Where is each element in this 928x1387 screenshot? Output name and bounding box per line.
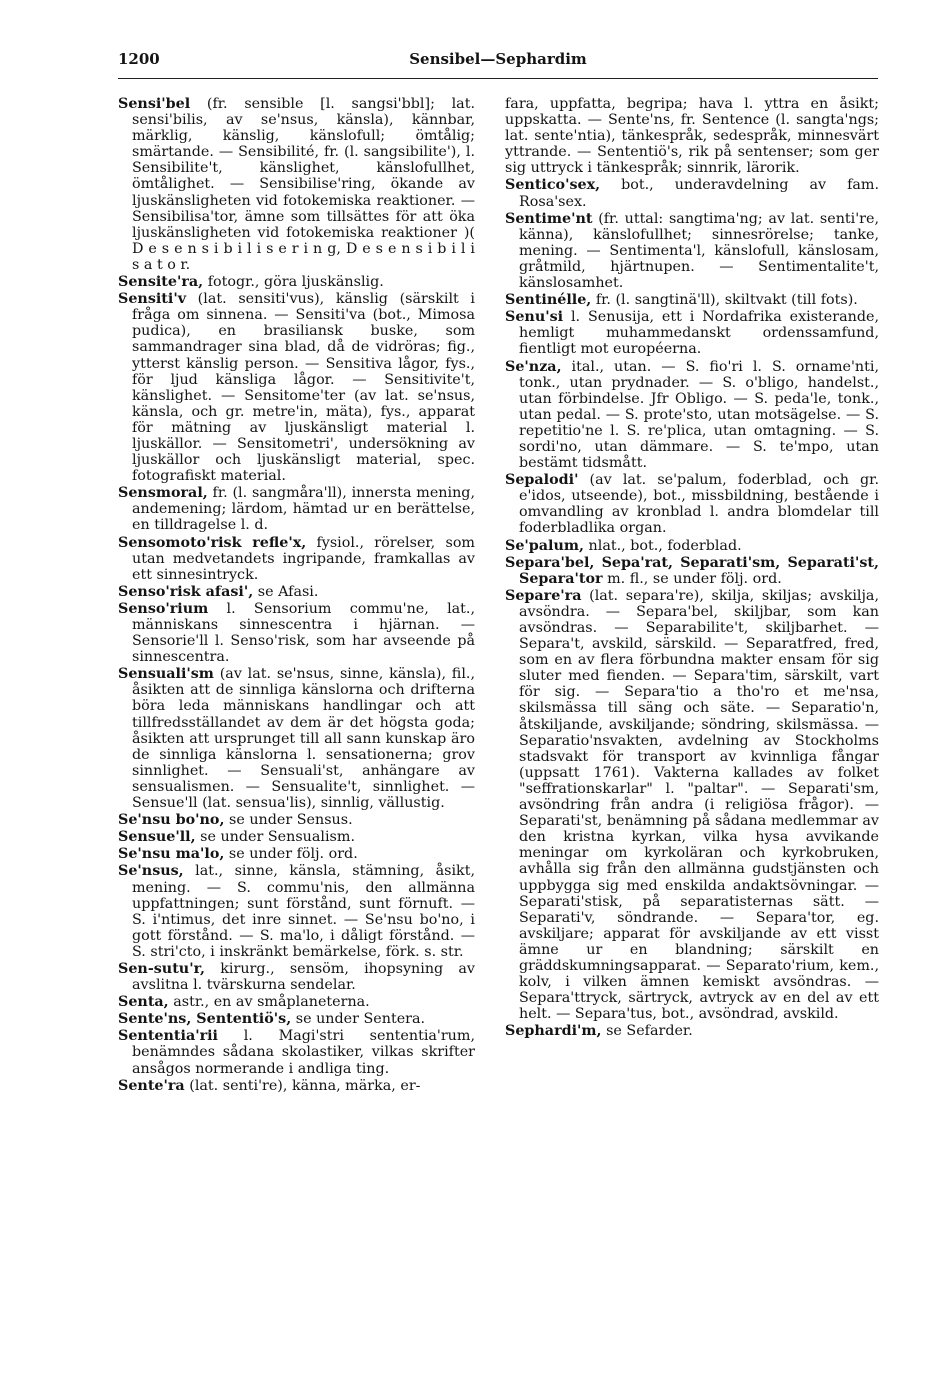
entry-definition: fysiol., rörelser, som utan medvetandets ingripande, framkallas av ett sinnesintryck. <box>132 534 475 583</box>
entry-definition: (lat. separa're), skilja, skiljas; avskilja, avsöndra. — Separa'bel, skiljbar, som kan avsöndras. — Separabilite't, skiljbarhet. — Separa't, avskild, särskild. — Separatfred, fred, som en av flera förbundna makter ensam för sig sluter med fienden. — Separa'tim, särskilt, vart för sig. — Separa'tio a tho'ro et me'nsa, skilsmässa till säng och säte. — Separatio'n, åtskiljande, avskiljande; söndring, skilsmässa. — Separatio'nsvakten, avdelning av Stockholms stadsvakt för transport av kvinnliga fångar (uppsatt 1761). Vakterna kallades av folket "seffrationskarlar" l. "paltar". — Separati'sm, avsöndring från andra (i religiösa frågor). — Separati'st, benämning på sådana medlemmar av den kristna kyrkan, vilka hysa avvikande meningar om kyrkoläran och kyrkobruken, avhålla sig från den allmänna gudstjänsten och uppbygga sig med enskilda andaktsövningar. — Separati'stisk, på separatisternas sätt. — Separati'v, söndrande. — Separa'tor, eg. avskiljare; apparat för avskiljande av ett visst ämne ur en blandning; särskilt en gräddskumningsapparat. — Separato'rium, kem., kolv, i vilken ämnen kemiskt avsöndras. — Separa'ttryck, särtryck, avtryck av en del av ett helt. — Separa'tus, bot., avsöndrad, avskild. <box>519 587 879 1023</box>
dictionary-entry <box>505 359 879 472</box>
entry-definition: fr. (l. sangmåra'll), innersta mening, andemening; lärdom, hämtad ur en berättelse, en tilldragelse l. d. <box>132 485 475 534</box>
entry-definition: (fr. uttal: sangtima'ng; av lat. senti're, känna), känslofullhet; sinnesrörelse; tanke, mening. — Sentimenta'l, känslofull, känslosam, gråtmild, hjärtnupen. — Sentimentalite't, känslosamhet. <box>519 210 879 292</box>
entry-definition: ital., utan. — S. fio'ri l. S. orname'nti, tonk., utan prydnader. — S. o'bligo, handelst., utan förbindelse. Jfr Obligo. — S. peda'le, tonk., utan pedal. — S. prote'sto, utan motsägelse. — S. repetitio'ne l. S. re'plica, utan omtagning. — S. sordi'no, utan dämmare. — S. te'mpo, utan bestämt tidsmått. <box>519 358 879 472</box>
dictionary-entry <box>118 1028 475 1076</box>
dictionary-entry <box>118 846 475 862</box>
entry-headword: Se'nza, <box>505 358 562 375</box>
entry-definition: lat., sinne, känsla, stämning, åsikt, mening. — S. commu'nis, den allmänna uppfattningen; sunt förstånd, sunt förnuft. — S. i'ntimus, det inre sinnet. — Se'nsu bo'no, i gott förstånd. — S. ma'lo, i dåligt förstånd. — S. stri'cto, i inskränkt bemärkelse, förk. s. str. <box>132 863 475 960</box>
entry-headword: Senso'rium <box>118 600 209 617</box>
dictionary-entry <box>505 588 879 1023</box>
entry-definition: astr., en av småplaneterna. <box>168 994 370 1011</box>
page-number: 1200 <box>118 50 160 68</box>
dictionary-entry <box>118 485 475 533</box>
entry-definition: (lat. sensiti'vus), känslig (särskilt i fråga om sinnena. — Sensiti'va (bot., Mimosa pudica), en brasiliansk buske, som sammandrager sina blad, då de vidröras; fig., ytterst känslig person. — Sensitiva lågor, fys., för ljud känsliga lågor. — Sensitivite't, känslighet. — Sensitome'ter (av lat. se'nsus, känsla, och gr. metre'in, mäta), fys., apparat för mätning av ljuskänsligt material l. ljuskällor. — Sensitometri', undersökning av ljuskällor och ljuskänsligt material, spec. fotografiskt material. <box>132 291 475 485</box>
right-column <box>505 96 879 1366</box>
dictionary-entry <box>118 994 475 1010</box>
dictionary-entry <box>118 1011 475 1027</box>
entry-headword: Se'palum, <box>505 537 584 554</box>
entry-definition: (av lat. se'nsus, sinne, känsla), fil., åsikten att de sinnliga känslorna och drifterna böra leda människans handlingar och att tillfredsställandet av dem är det högsta goda; åsikten att ursprunget till all sann kunskap äro de sinnliga känslorna l. sensationerna; grov sinnlighet. — Sensuali'st, anhängare av sensualismen. — Sensualite't, sinnlighet. — Sensue'll (lat. sensua'lis), sinnlig, vällustig. <box>132 666 475 812</box>
entry-definition: se Afasi. <box>253 583 319 600</box>
dictionary-entry <box>505 472 879 536</box>
entry-definition: fotogr., göra ljuskänslig. <box>203 274 384 291</box>
entry-headword: Sepalodi' <box>505 472 579 489</box>
entry-definition: se under följ. ord. <box>224 846 358 863</box>
entry-headword: Separe'ra <box>505 587 582 604</box>
entry-headword: Sente'ra <box>118 1077 185 1094</box>
dictionary-entry <box>118 666 475 811</box>
entry-definition: m. fl., se under följ. ord. <box>602 570 782 587</box>
dictionary-entry <box>505 1023 879 1039</box>
entry-headword: Sen-sutu'r, <box>118 960 206 977</box>
running-title: Sensibel—Sephardim <box>409 50 587 68</box>
entry-headword: Senso'risk afasi', <box>118 583 254 600</box>
dictionary-entry <box>118 812 475 828</box>
dictionary-entry <box>118 274 475 290</box>
dictionary-entry <box>118 584 475 600</box>
dictionary-entry <box>118 601 475 665</box>
entry-definition: se Sefarder. <box>601 1023 693 1040</box>
entry-headword: Sensomoto'risk refle'x, <box>118 534 307 551</box>
dictionary-entry <box>505 538 879 554</box>
entry-headword: Separa'bel, Sepa'rat, Separati'sm, Separati'st, Separa'tor <box>505 554 879 587</box>
dictionary-entry <box>118 863 475 960</box>
dictionary-entry <box>505 292 879 308</box>
entry-definition: se under Sensus. <box>224 812 353 829</box>
entry-definition: se under Sentera. <box>291 1011 426 1028</box>
entry-definition: (lat. senti're), känna, märka, er- <box>184 1077 421 1094</box>
entry-headword: Sensite'ra, <box>118 274 204 291</box>
dictionary-entry <box>118 96 475 273</box>
entry-definition: fr. (l. sangtinä'll), skiltvakt (till fots). <box>591 292 858 309</box>
entry-headword: Sente'ns, Sententiö's, <box>118 1011 292 1028</box>
entry-headword: Senta, <box>118 994 169 1011</box>
left-column <box>118 96 475 1366</box>
entry-headword: Sensue'll, <box>118 829 196 846</box>
entry-definition: (fr. sensible [l. sangsi'bbl]; lat. sensi'bilis, av se'nsus, känsla), kännbar, märklig, känslig, känslofull; ömtålig; smärtande. — Sensibilité, fr. (l. sangsibilite'), l. Sensibilite't, känslighet, känslofullhet, ömtålighet. — Sensibilise'ring, ökande av ljuskänsligheten vid fotokemiska reaktioner. — Sensibilisa'tor, ämne som tillsättes för att öka ljuskänsligheten vid fotokemiska reaktioner )( D e s e n s i b i l i s e r i n g, D e s e n s i b i l i s a t o r. <box>132 96 475 273</box>
entry-headword: Sententia'rii <box>118 1028 218 1045</box>
dictionary-entry <box>118 961 475 993</box>
entry-definition: bot., underavdelning av fam. Rosa'sex. <box>519 177 879 210</box>
dictionary-entry <box>505 309 879 357</box>
entry-definition: kirurg., sensöm, ihopsyning av avslitna l. tvärskurna sendelar. <box>132 960 475 994</box>
dictionary-entry <box>118 1078 475 1094</box>
entry-headword: Sensmoral, <box>118 485 208 502</box>
entry-headword: Sentime'nt <box>505 210 593 227</box>
entry-headword: Se'nsu ma'lo, <box>118 846 225 863</box>
entry-definition: (av lat. se'palum, foderblad, och gr. e'idos, utseende), bot., missbildning, bestående i omvandling av kronblad l. andra blomdelar till foderbladlika organ. <box>519 472 879 537</box>
entry-headword: Sensuali'sm <box>118 666 214 683</box>
entry-headword: Sensi'bel <box>118 96 191 112</box>
entry-definition: se under Sensualism. <box>195 829 355 846</box>
entry-headword: Sephardi'm, <box>505 1023 602 1040</box>
entry-headword: Senu'si <box>505 309 564 326</box>
dictionary-entry <box>505 96 879 176</box>
dictionary-entry <box>505 211 879 291</box>
entry-headword: Se'nsu bo'no, <box>118 812 225 829</box>
entry-headword: Sensiti'v <box>118 291 187 308</box>
header-rule <box>118 78 878 79</box>
entry-definition: l. Magi'stri sententia'rum, benämndes sådana skolastiker, vilkas skrifter ansågos normerande i andliga ting. <box>132 1028 475 1077</box>
dictionary-entry <box>505 555 879 587</box>
entry-definition: l. Senusija, ett i Nordafrika existerande, hemligt muhammedanskt ordenssamfund, fientligt mot européerna. <box>519 309 879 358</box>
entry-definition: l. Sensorium commu'ne, lat., människans sinnescentra i hjärnan. — Sensorie'll l. Senso'risk, som har avseende på sinnescentra. <box>132 600 475 666</box>
entry-headword: Se'nsus, <box>118 863 184 880</box>
page-header <box>118 50 878 74</box>
entry-definition: nlat., bot., foderblad. <box>584 537 742 554</box>
entry-headword: Sentico'sex, <box>505 177 601 194</box>
dictionary-entry <box>118 535 475 583</box>
dictionary-entry <box>505 177 879 209</box>
entry-definition: fara, uppfatta, begripa; hava l. yttra en åsikt; uppskatta. — Sente'ns, fr. Sentence (l. sangta'ngs; lat. sente'ntia), tänkespråk, sedespråk, minnesvärt yttrande. — Sententiö's, rik på sentenser; som ger sig uttryck i tänkespråk; sinnrik, lärorik. <box>505 96 879 177</box>
entry-headword: Sentinélle, <box>505 292 592 309</box>
dictionary-entry <box>118 829 475 845</box>
dictionary-entry <box>118 291 475 484</box>
